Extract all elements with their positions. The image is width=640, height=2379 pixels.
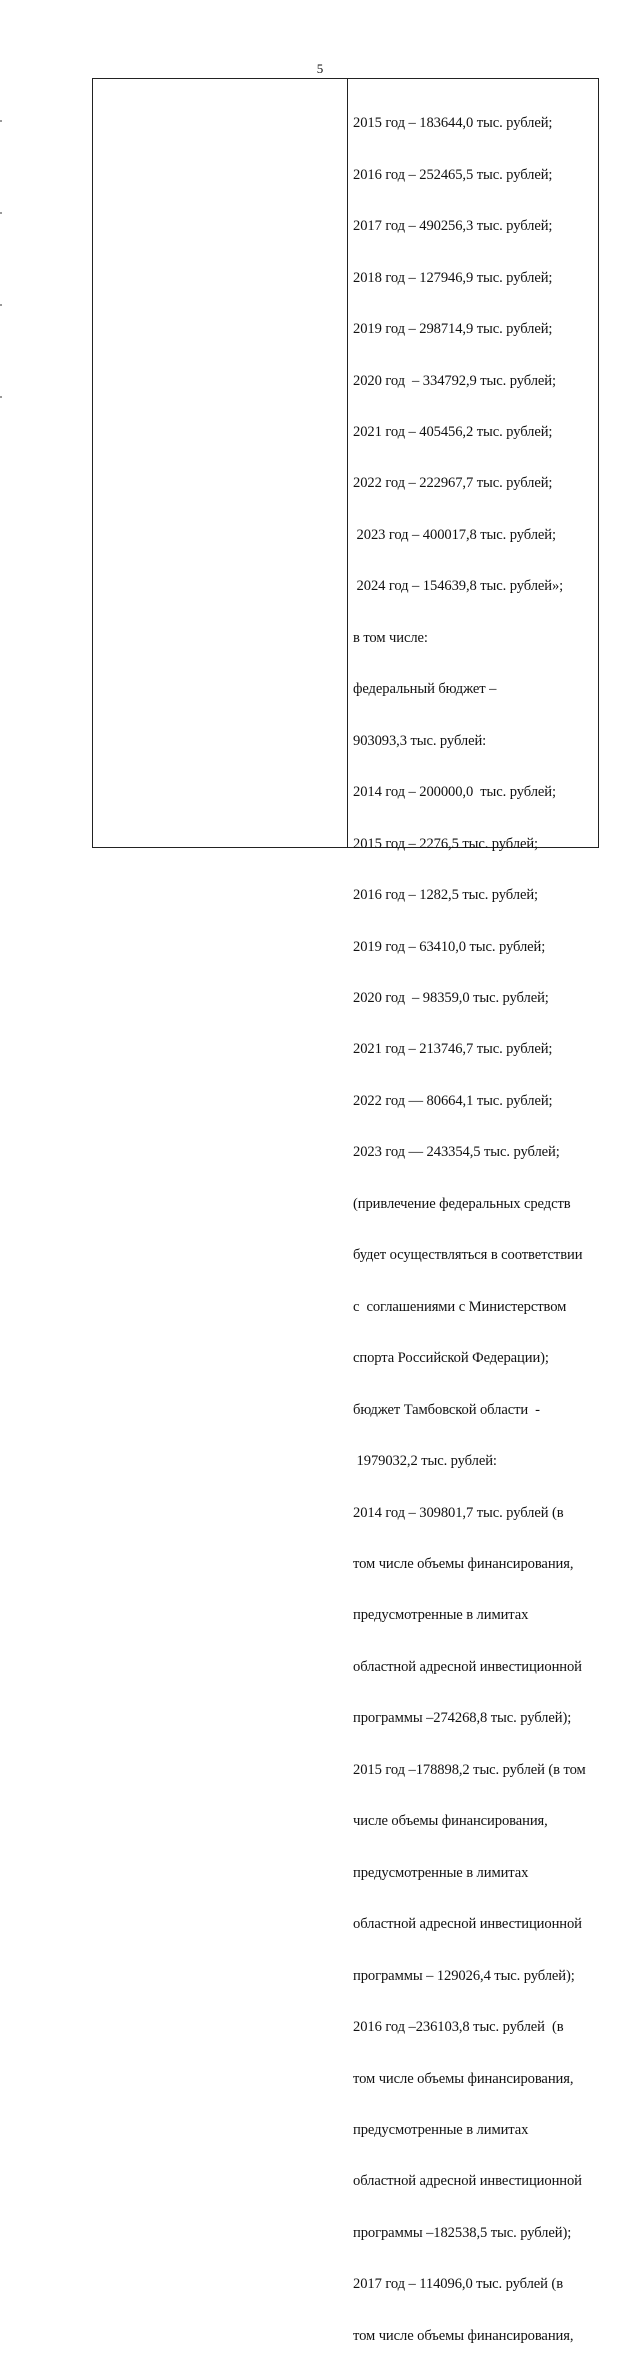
page-number: 5 xyxy=(316,61,324,76)
text-line: 2014 год – 200000,0 тыс. рублей; xyxy=(353,784,556,801)
document-table xyxy=(92,78,599,2344)
text-line: том числе объемы финансирования, xyxy=(353,2327,574,2344)
text-line: 2019 год – 63410,0 тыс. рублей; xyxy=(353,938,546,955)
scan-speck xyxy=(0,120,2,122)
text-line: будет осуществляться в соответствии xyxy=(353,1247,583,1264)
text-line: с соглашениями с Министерством xyxy=(353,1298,567,1315)
text-line: 2016 год – 1282,5 тыс. рублей; xyxy=(353,887,538,904)
text-line: 2017 год – 114096,0 тыс. рублей (в xyxy=(353,2276,563,2293)
text-line: 2024 год – 154639,8 тыс. рублей»; xyxy=(353,578,564,595)
text-line: программы –274268,8 тыс. рублей); xyxy=(353,1710,572,1727)
text-line: 2020 год – 98359,0 тыс. рублей; xyxy=(353,990,549,1007)
text-line: 2021 год – 405456,2 тыс. рублей; xyxy=(353,424,553,441)
column-divider xyxy=(347,79,348,847)
text-line: 1979032,2 тыс. рублей: xyxy=(353,1453,497,1470)
text-line: 2018 год – 127946,9 тыс. рублей; xyxy=(353,269,553,286)
scan-margin-marks xyxy=(0,120,3,488)
text-line: числе объемы финансирования, xyxy=(353,1813,548,1830)
text-line: областной адресной инвестиционной xyxy=(353,1916,582,1933)
text-line: областной адресной инвестиционной xyxy=(353,2173,582,2190)
text-line: бюджет Тамбовской области - xyxy=(353,1401,540,1418)
text-line: спорта Российской Федерации); xyxy=(353,1350,549,1367)
text-line: предусмотренные в лимитах xyxy=(353,1607,529,1624)
text-line: 2020 год – 334792,9 тыс. рублей; xyxy=(353,372,556,389)
text-line: 2015 год – 2276,5 тыс. рублей; xyxy=(353,835,538,852)
text-line: 2019 год – 298714,9 тыс. рублей; xyxy=(353,321,553,338)
text-line: 2022 год – 222967,7 тыс. рублей; xyxy=(353,475,553,492)
text-line: программы –182538,5 тыс. рублей); xyxy=(353,2224,572,2241)
text-line: том числе объемы финансирования, xyxy=(353,1556,574,1572)
scan-speck xyxy=(0,396,2,398)
text-line: 2014 год – 309801,7 тыс. рублей (в xyxy=(353,1504,564,1521)
text-line: в том числе: xyxy=(353,629,428,646)
text-line: программы – 129026,4 тыс. рублей); xyxy=(353,1967,575,1984)
text-line: 2023 год – 400017,8 тыс. рублей; xyxy=(353,526,556,543)
text-line: 2015 год –178898,2 тыс. рублей (в том xyxy=(353,1761,586,1778)
scan-speck xyxy=(0,304,2,306)
text-line: том числе объемы финансирования, xyxy=(353,2070,574,2087)
text-line: 903093,3 тыс. рублей: xyxy=(353,732,487,749)
text-line: 2023 год — 243354,5 тыс. рублей; xyxy=(353,1144,560,1161)
text-line: (привлечение федеральных средств xyxy=(353,1195,571,1212)
text-line: 2015 год – 183644,0 тыс. рублей; xyxy=(353,115,553,132)
text-line: предусмотренные в лимитах xyxy=(353,1864,529,1881)
scan-speck xyxy=(0,212,2,214)
text-line: 2016 год –236103,8 тыс. рублей (в xyxy=(353,2019,564,2036)
text-line: федеральный бюджет – xyxy=(353,681,497,698)
text-line: 2022 год — 80664,1 тыс. рублей; xyxy=(353,1092,553,1109)
text-line: областной адресной инвестиционной xyxy=(353,1658,582,1675)
text-line: предусмотренные в лимитах xyxy=(353,2121,529,2138)
funding-text-cell xyxy=(353,81,597,2379)
text-line: 2016 год – 252465,5 тыс. рублей; xyxy=(353,166,553,183)
text-line: 2021 год – 213746,7 тыс. рублей; xyxy=(353,1041,553,1058)
text-line: 2017 год – 490256,3 тыс. рублей; xyxy=(353,218,553,235)
